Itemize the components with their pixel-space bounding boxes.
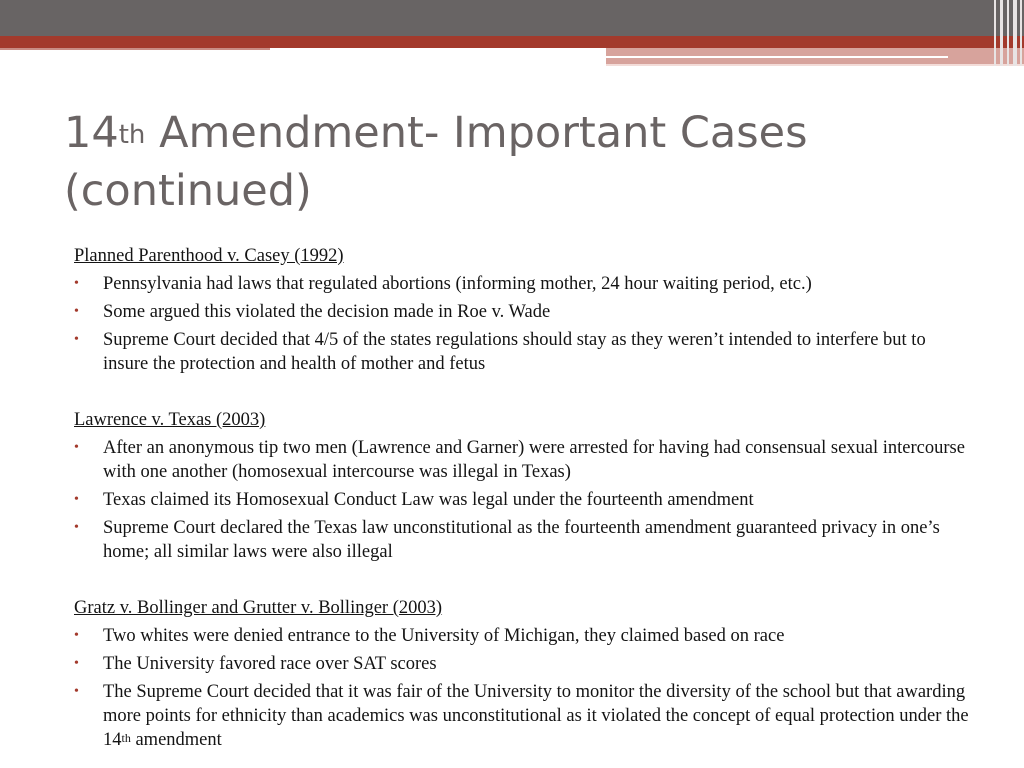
- header-red-band: [0, 36, 1024, 48]
- title-superscript: th: [118, 120, 146, 150]
- header-vertical-stripe: [1000, 0, 1003, 66]
- header-vertical-stripe: [1020, 0, 1022, 66]
- bullet-item: • The University favored race over SAT scores: [74, 652, 974, 676]
- header-vertical-stripe: [1007, 0, 1009, 66]
- slide-title: [64, 104, 964, 220]
- case-bullets-lawrence: [74, 436, 974, 564]
- bullet-item: • Texas claimed its Homosexual Conduct Law was legal under the fourteenth amendment: [74, 488, 974, 512]
- bullet-item: • Supreme Court declared the Texas law unconstitutional as the fourteenth amendment guaranteed privacy in one’s home; all similar laws were also illegal: [74, 516, 974, 564]
- header-vertical-stripe: [994, 0, 996, 66]
- title-line2: (continued): [64, 166, 312, 216]
- header-stripe: [606, 64, 1024, 66]
- bullet-text: The Supreme Court decided that it was fair of the University to monitor the diversity of the school but that awarding more points for ethnicity than academics was unconstitutional as it violated the concept of equal protection under the 14: [103, 682, 969, 750]
- bullet-item: • Two whites were denied entrance to the University of Michigan, they claimed based on race: [74, 624, 974, 648]
- header-stripe: [606, 56, 948, 58]
- case-heading-lawrence: Lawrence v. Texas (2003): [74, 410, 266, 430]
- title-number: 14: [64, 108, 119, 158]
- bullet-item-last: [74, 680, 974, 752]
- bullet-item: • Supreme Court decided that 4/5 of the states regulations should stay as they weren’t intended to interfere but to insure the protection and health of mother and fetus: [74, 328, 974, 376]
- case-heading-casey: Planned Parenthood v. Casey (1992): [74, 246, 344, 266]
- header-accent-rule: [0, 48, 270, 50]
- bullet-superscript: th: [121, 731, 131, 745]
- bullet-item: • Pennsylvania had laws that regulated abortions (informing mother, 24 hour waiting period, etc.): [74, 272, 974, 296]
- bullet-item: • Some argued this violated the decision made in Roe v. Wade: [74, 300, 974, 324]
- case-bullets-casey: [74, 272, 974, 376]
- case-bullets-gratz-grutter: [74, 624, 974, 752]
- header-vertical-stripe: [1013, 0, 1017, 66]
- title-line1: Amendment- Important Cases: [145, 108, 808, 158]
- bullet-tail: amendment: [130, 730, 222, 750]
- slide-body: [74, 244, 974, 756]
- bullet-item: • After an anonymous tip two men (Lawrence and Garner) were arrested for having had consensual sexual intercourse with one another (homosexual intercourse was illegal in Texas): [74, 436, 974, 484]
- case-heading-gratz-grutter: Gratz v. Bollinger and Grutter v. Bollinger (2003): [74, 598, 443, 618]
- header-gray-band: [0, 0, 1024, 36]
